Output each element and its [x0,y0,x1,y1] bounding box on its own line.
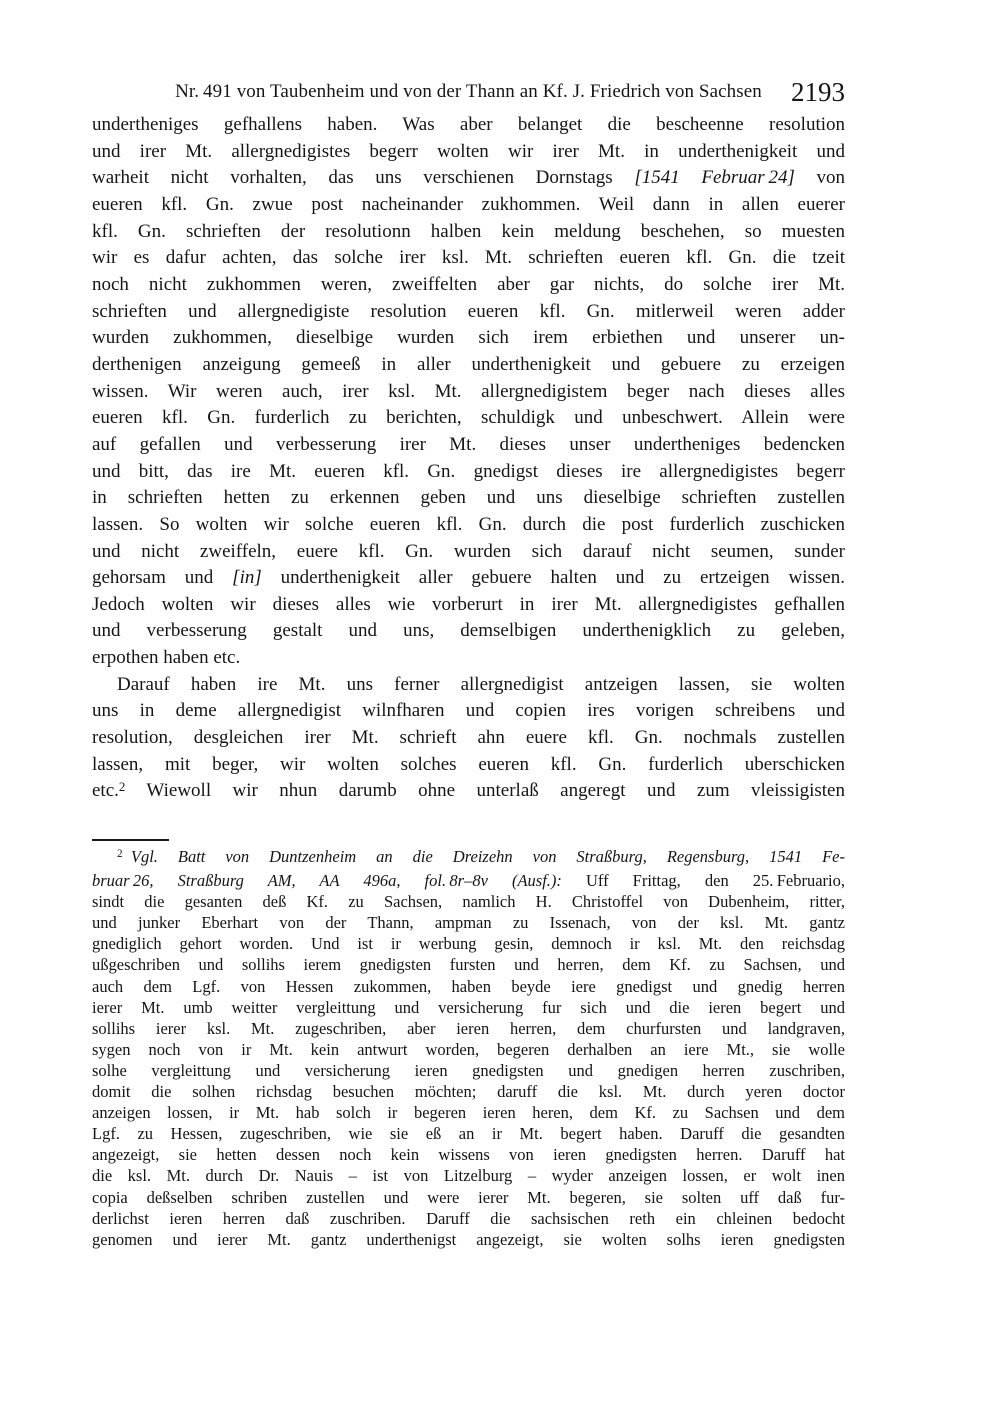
footnote-line: sindt die gesanten deß Kf. zu Sachsen, namlich H. Christoffel von Dubenheim, ritter, [92,892,845,912]
footnote-line: bruar 26, Straßburg AM, AA 496a, fol. 8r–8v (Ausf.): Uff Frittag, den 25. Februario, [92,871,845,891]
footnote [92,846,845,1250]
body-text-line: wurden zukhommen, dieselbige wurden sich irem erbiethen und unserer un- [92,327,845,349]
footnote-line: angezeigt, sie hetten dessen noch kein wissens von ieren gnedigsten herren. Daruff hat [92,1145,845,1165]
footnote-separator [92,839,169,841]
body-text-line: gehorsam und [in] underthenigkeit aller gebuere halten und zu ertzeigen wissen. [92,567,845,589]
footnote-line: domit die solhen richsdag besuchen möchten; daruff die ksl. Mt. durch yeren doctor [92,1082,845,1102]
body-text-line: auf gefallen und verbesserung irer Mt. dieses unser undertheniges bedencken [92,433,845,455]
body-text-line: lassen, mit beger, wir wolten solches eueren kfl. Gn. furderlich uberschicken [92,753,845,775]
body-text-line: etc.$^2$ Wiewoll wir nhun darumb ohne unterlaß angeregt und zum vleissigisten [92,778,845,802]
body-text-line: und irer Mt. allergnedigistes begerr wolten wir irer Mt. in underthenigkeit und [92,140,845,162]
body-text-line: noch nicht zukhommen weren, zweiffelten aber gar nichts, do solche irer Mt. [92,273,845,295]
body-text-line: resolution, desgleichen irer Mt. schrieft ahn euere kfl. Gn. nochmals zustellen [92,727,845,749]
body-text-line: eueren kfl. Gn. zwue post nacheinander zukhommen. Weil dann in allen euerer [92,193,845,215]
footnote-line: gnediglich gehort worden. Und ist ir werbung gesin, demnoch ir ksl. Mt. den reichsdag [92,934,845,954]
body-text-line: erpothen haben etc. [92,647,241,669]
footnote-line: genomen und ierer Mt. gantz underthenigst angezeigt, sie wolten solhs ieren gnedigsten [92,1229,845,1249]
footnote-line: copia deßselben schriben zustellen und were ierer Mt. begeren, sie solten uff daß fur- [92,1187,845,1207]
footnote-line: und junker Eberhart von der Thann, ampman zu Issenach, von der ksl. Mt. gantz [92,913,845,933]
body-text-line: in schrieften hetten zu erkennen geben und uns dieselbige schrieften zustellen [92,487,845,509]
body-text-line: wir es dafur achten, das solche irer ksl. Mt. schrieften eueren kfl. Gn. die tzeit [92,247,845,269]
body-text-line: warheit nicht vorhalten, das uns verschienen Dornstags [1541 Februar 24] von [92,167,846,189]
body-text-line: schrieften und allergnedigiste resolution eueren kfl. Gn. mitlerweil weren adder [92,300,845,322]
body-text-line: kfl. Gn. schrieften der resolutionn halben kein meldung beschehen, so muesten [92,220,845,242]
body-text-line: und verbesserung gestalt und uns, demselbigen underthenigklich zu geleben, [92,620,845,642]
footnote-line: Lgf. zu Hessen, zugeschriben, wie sie eß an ir Mt. begert haben. Daruff die gesandten [92,1124,845,1144]
paragraph-1 [92,112,845,672]
page-number: 2193 [791,77,845,107]
paragraph-2 [92,672,845,806]
body-text-line: lassen. So wolten wir solche eueren kfl. Gn. durch die post furderlich zuschicken [92,513,845,535]
body-text-line: und nicht zweiffeln, euere kfl. Gn. wurden sich darauf nicht seumen, sunder [92,540,845,562]
body-text-line: und bitt, das ire Mt. eueren kfl. Gn. gnedigst dieses ire allergnedigistes begerr [92,460,845,482]
body-text-line: eueren kfl. Gn. furderlich zu berichten, schuldigk und unbeschwert. Allein were [92,407,845,429]
body-text-line: undertheniges gefhallens haben. Was aber belanget die bescheenne resolution [92,114,845,135]
footnote-line: sygen noch von ir Mt. kein antwurt worden, begeren derhalben an iere Mt., sie wolle [92,1039,845,1059]
body-text-line: derthenigen anzeigung gemeeß in aller underthenigkeit und gebuere zu erzeigen [92,353,845,375]
running-header-title: Nr. 491 von Taubenheim und von der Thann an Kf. J. Friedrich von Sachsen [175,81,762,102]
footnote-line: solhe vergleittung und versicherung ieren gnedigsten und gnedigen herren zuschriben, [92,1060,845,1080]
footnote-line: derlichst ieren herren daß zuschriben. Daruff die sachsischen reth ein chleinen bedocht [92,1208,845,1228]
footnote-line: anzeigen lossen, ir Mt. hab solch ir begeren ieren heren, dem Kf. zu Sachsen und dem [92,1103,845,1123]
footnote-line: ußgeschriben und sollihs ierem gnedigsten fursten und herren, dem Kf. zu Sachsen, und [92,955,845,975]
footnote-line: die ksl. Mt. durch Dr. Nauis – ist von Litzelburg – wyder anzeigen lossen, er wolt inen [92,1166,845,1186]
footnote-line: auch dem Lgf. von Hessen zukommen, haben beyde iere gnedigst und gnedig herren [92,976,845,996]
footnote-line: ierer Mt. umb weitter vergleittung und versicherung fur sich und die ieren begert und [92,997,845,1017]
body-text-line: wissen. Wir weren auch, irer ksl. Mt. allergnedigistem beger nach dieses alles [92,380,845,402]
body-text-line: Jedoch wolten wir dieses alles wie vorberurt in irer Mt. allergnedigistes gefhallen [92,593,845,615]
footnote-line: $^2$ Vgl. Batt von Duntzenheim an die Dreizehn von Straßburg, Regensburg, 1541 Fe- [117,847,845,866]
footnote-line: sollihs ierer ksl. Mt. zugeschriben, aber ieren herren, dem churfursten und landgraven, [92,1018,845,1038]
running-header [92,76,845,106]
body-text [92,112,845,806]
body-text-line: uns in deme allergnedigist wilnfharen und copien ires vorigen schreibens und [92,700,845,722]
body-text-line: Darauf haben ire Mt. uns ferner allergnedigist antzeigen lassen, sie wolten [117,673,845,695]
